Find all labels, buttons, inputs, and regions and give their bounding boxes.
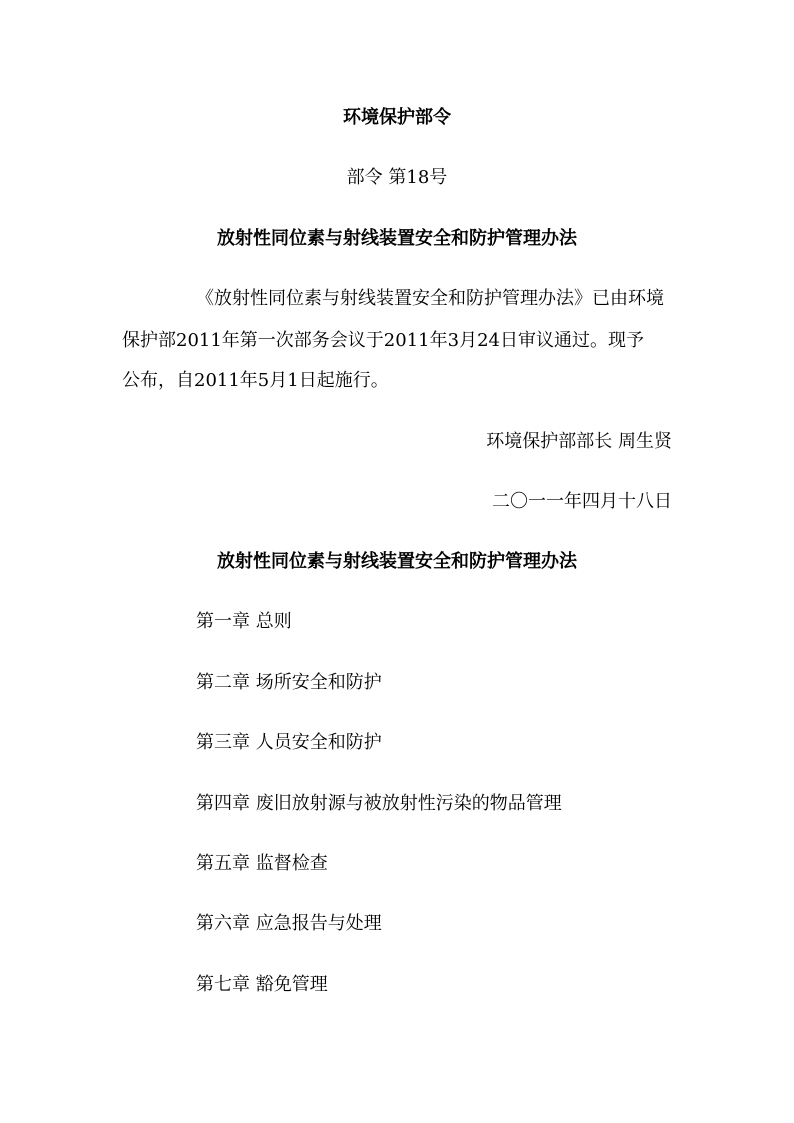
intro-line-3: 公布，自2011年5月1日起施行。 (122, 370, 389, 391)
document-title-repeat: 放射性同位素与射线装置安全和防护管理办法 (217, 551, 577, 572)
chapter-4: 第四章 废旧放射源与被放射性污染的物品管理 (196, 793, 562, 814)
signature: 环境保护部部长 周生贤 (486, 431, 672, 452)
chapter-1: 第一章 总则 (196, 611, 292, 632)
chapter-5: 第五章 监督检查 (196, 853, 328, 874)
chapter-7: 第七章 豁免管理 (196, 974, 328, 995)
chapter-6: 第六章 应急报告与处理 (196, 913, 382, 934)
document-title: 放射性同位素与射线装置安全和防护管理办法 (217, 228, 577, 249)
document-date: 二〇一一年四月十八日 (492, 491, 672, 512)
intro-line-1: 《放射性同位素与射线装置安全和防护管理办法》已由环境 (196, 288, 664, 309)
document-heading: 环境保护部令 (343, 107, 451, 128)
chapter-3: 第三章 人员安全和防护 (196, 732, 382, 753)
chapter-2: 第二章 场所安全和防护 (196, 672, 382, 693)
intro-line-2: 保护部2011年第一次部务会议于2011年3月24日审议通过。现予 (122, 330, 644, 351)
order-number: 部令 第18号 (346, 167, 448, 188)
